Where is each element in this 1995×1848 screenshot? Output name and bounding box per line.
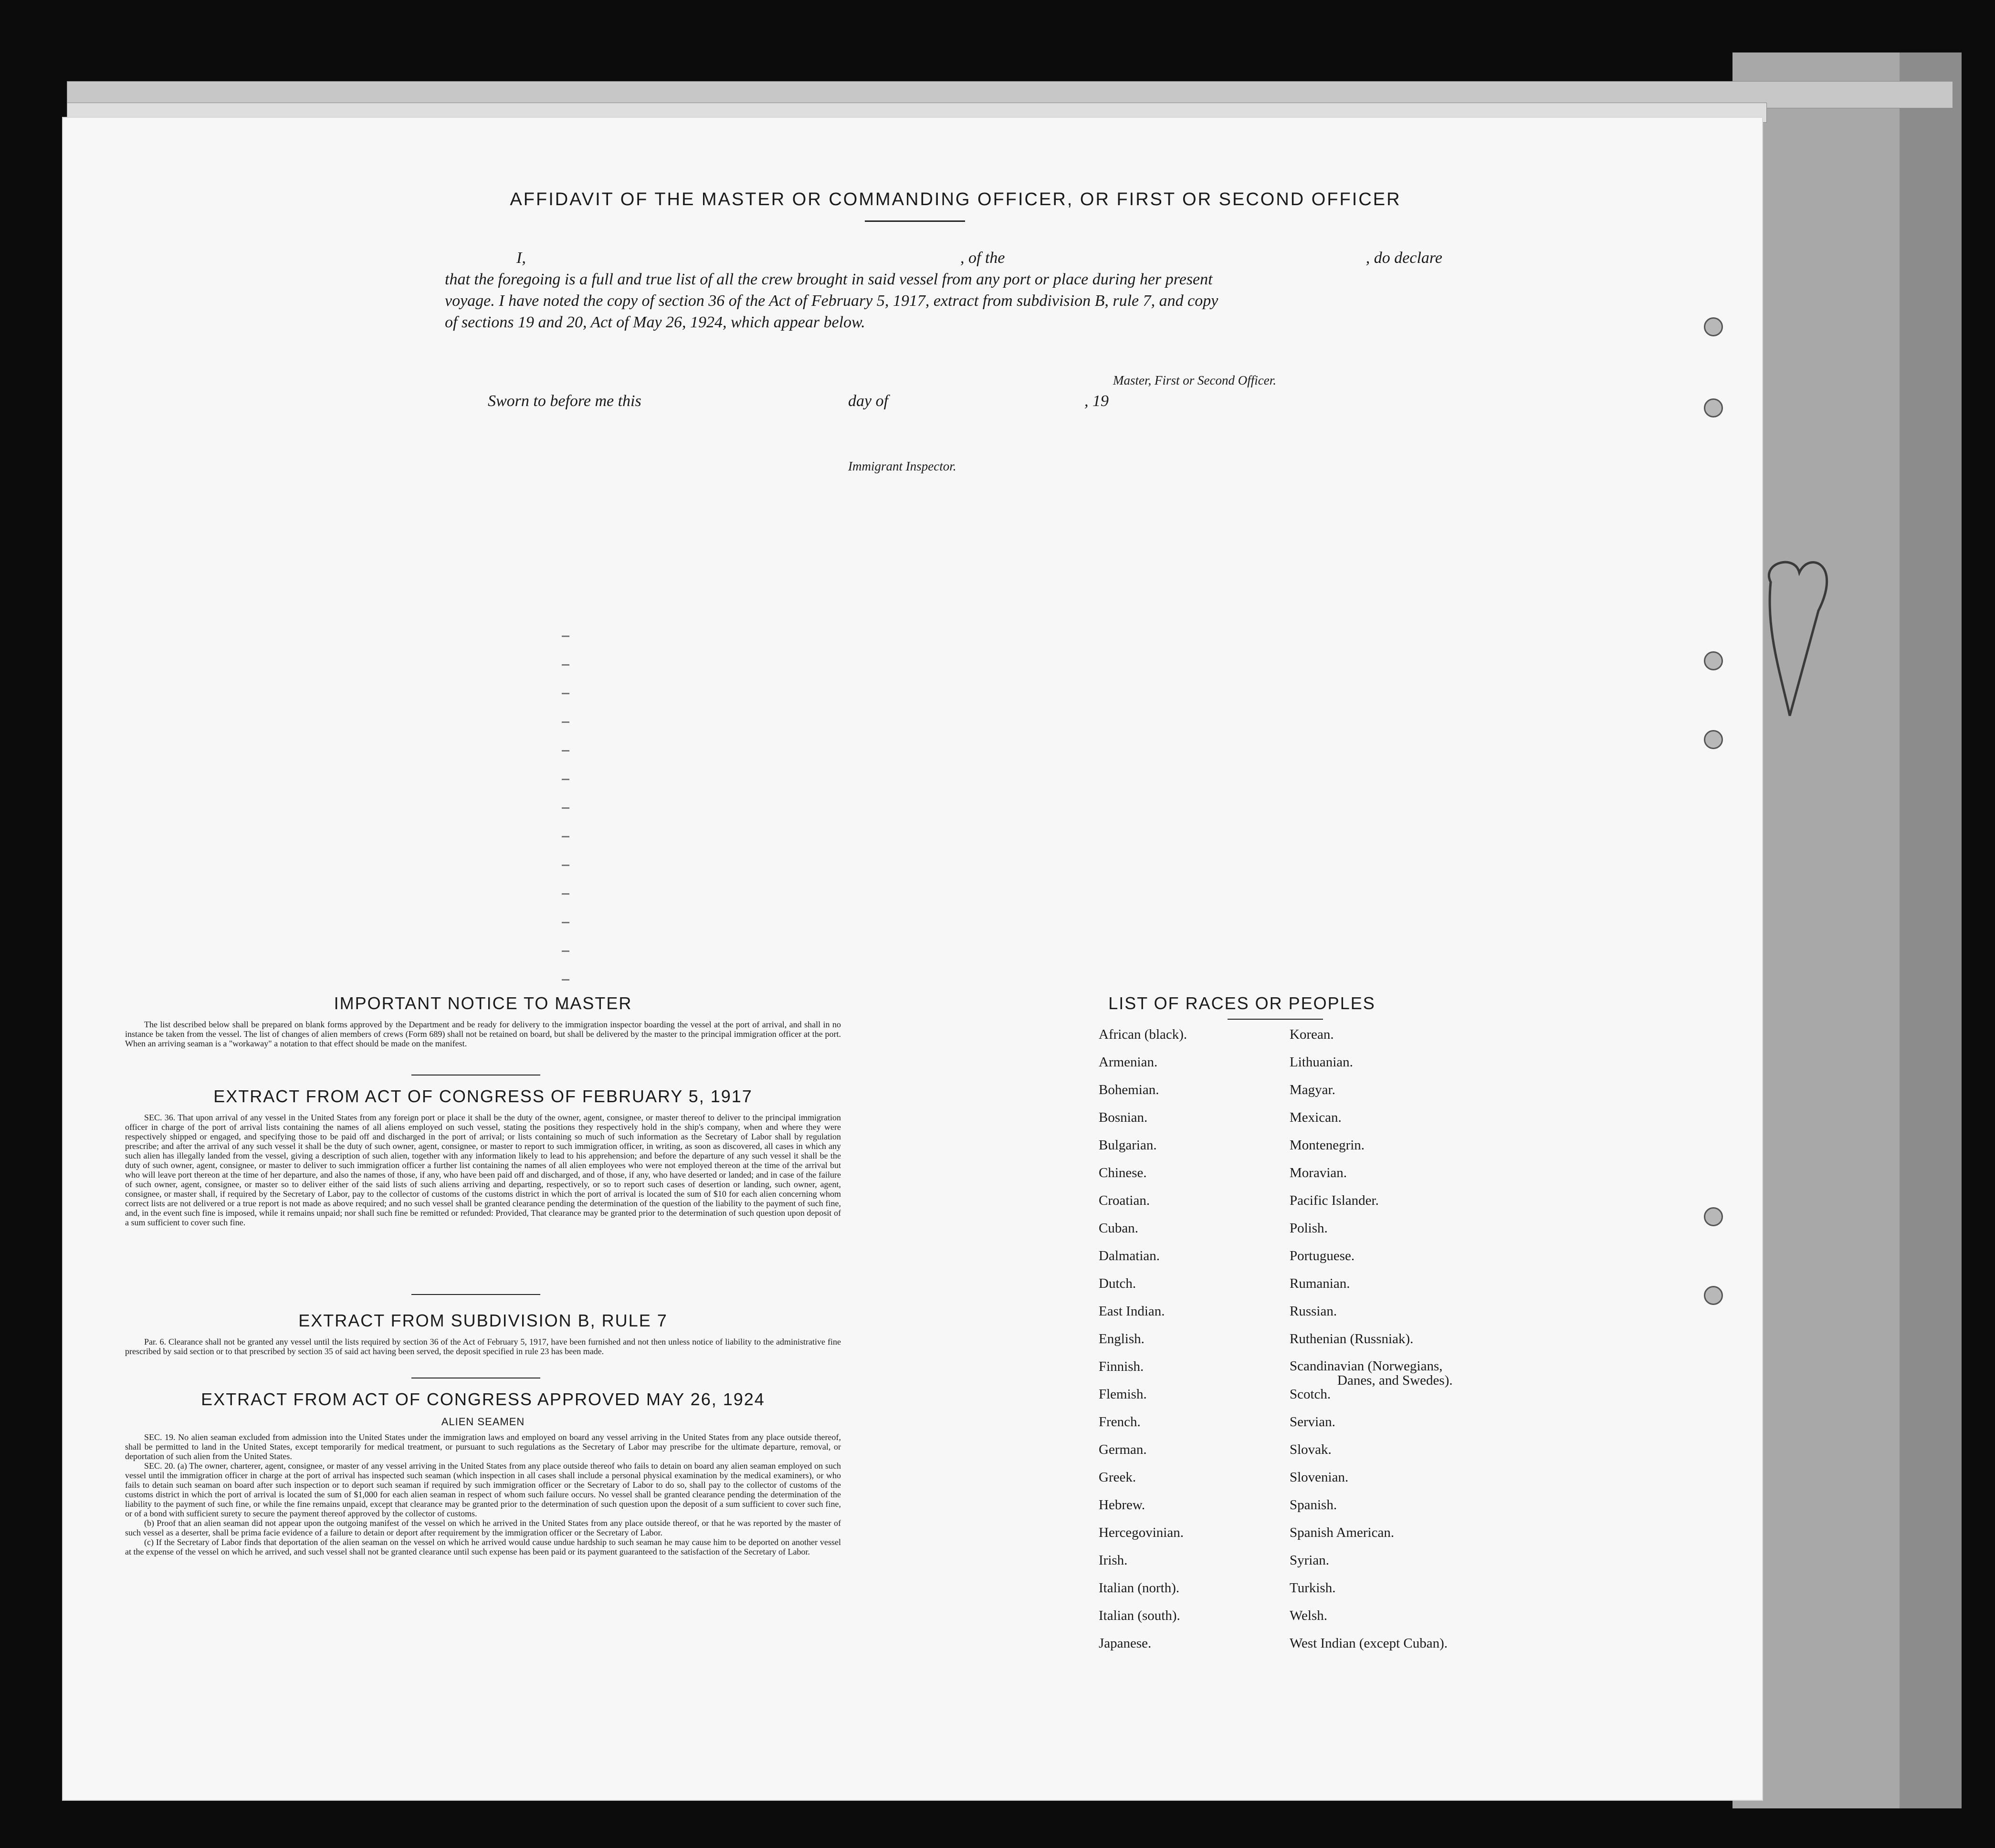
margin-tick bbox=[562, 950, 569, 952]
extract-1924-title: EXTRACT FROM ACT OF CONGRESS APPROVED MAY 26, 1924 bbox=[201, 1389, 765, 1409]
race-item: Moravian. bbox=[1290, 1165, 1347, 1180]
binder-hole bbox=[1704, 1286, 1723, 1305]
race-item: Hercegovinian. bbox=[1099, 1525, 1184, 1540]
binder-hole bbox=[1704, 317, 1723, 336]
race-item: Greek. bbox=[1099, 1470, 1136, 1485]
race-item: Scotch. bbox=[1290, 1387, 1331, 1402]
race-item: West Indian (except Cuban). bbox=[1290, 1636, 1448, 1651]
section-rule bbox=[411, 1294, 540, 1295]
race-item: Bosnian. bbox=[1099, 1110, 1148, 1125]
margin-tick bbox=[562, 693, 569, 694]
extract-1917-text: SEC. 36. That upon arrival of any vessel in the United States from any foreign port or place it shall be the duty of the owner, agent, consignee, or master thereof to deliver to the principal immigration officer in charge of the port of arrival lists containing the names of all aliens employed on such vessel, stating the positions they respectively hold in the ship's company, when and where they were respectively shipped or engaged, and specifying those to be paid off and discharged in the port of arrival; or lists containing so much of such information as the Secretary of Labor shall by regulation prescribe; and after the arrival of any such vessel it shall be the duty of such owner, agent, consignee, or master to report to such immigration officer, in writing, as soon as discovered, all cases in which any such alien has illegally landed from the vessel, giving a description of such alien, together with any information likely to lead to his apprehension; and before the departure of any such vessel it shall be the duty of such owner, agent, consignee, or master to deliver to such immigration officer a further list containing the names of all alien employees who were not employed thereon at the time of the arrival but who will leave port thereon at the time of her departure, and also the names of those, if any, who have been paid off and discharged, and of those, if any, who have deserted or landed; and in case of the failure of such owner, agent, consignee, or master so to deliver either of the said lists of such aliens arriving and departing, respectively, or so to report such cases of desertion or landing, such owner, agent, consignee, or master shall, if required by the Secretary of Labor, pay to the collector of customs of the customs district in which the port of arrival is located the sum of $10 for each alien concerning whom correct lists are not delivered or a true report is not made as above required; and no such vessel shall be granted clearance pending the determination of the question of the liability to the payment of such fine, and, in the event such fine is imposed, while it remains unpaid; nor shall such fine be remitted or refunded: Provided, That clearance may be granted prior to the determination of such question upon deposit of a sum sufficient to cover such fine. bbox=[125, 1113, 841, 1227]
margin-tick bbox=[562, 836, 569, 837]
race-item: Scandinavian (Norwegians, bbox=[1290, 1358, 1443, 1374]
race-item: African (black). bbox=[1099, 1027, 1187, 1042]
margin-tick bbox=[562, 779, 569, 780]
race-item: Slovenian. bbox=[1290, 1470, 1349, 1485]
race-item-continuation: Danes, and Swedes). bbox=[1337, 1373, 1453, 1388]
race-item-multiline bbox=[1290, 1359, 1528, 1387]
extract-1924-sec20b: (b) Proof that an alien seaman did not appear upon the outgoing manifest of the vessel on which he arrived in the United States from any place outside thereof, or that he was reported by the master of such vessel as a deserter, shall be prima facie evidence of a failure to detain or deport after requirement by the immigration officer or the Secretary of Labor. bbox=[125, 1518, 841, 1537]
race-item: Chinese. bbox=[1099, 1165, 1147, 1180]
margin-tick bbox=[562, 979, 569, 981]
race-item: Italian (north). bbox=[1099, 1580, 1180, 1596]
race-item: Pacific Islander. bbox=[1290, 1193, 1379, 1208]
race-item: Portuguese. bbox=[1290, 1248, 1355, 1263]
race-item: East Indian. bbox=[1099, 1304, 1165, 1319]
affidavit-declare: , do declare bbox=[1365, 249, 1442, 267]
race-item: Welsh. bbox=[1290, 1608, 1328, 1623]
binder-hole bbox=[1704, 1207, 1723, 1226]
race-item: Japanese. bbox=[1099, 1636, 1152, 1651]
margin-tick bbox=[562, 865, 569, 866]
margin-tick bbox=[562, 750, 569, 752]
race-item: Slovak. bbox=[1290, 1442, 1332, 1457]
race-item: Spanish American. bbox=[1290, 1525, 1395, 1540]
races-title: LIST OF RACES OR PEOPLES bbox=[1108, 993, 1376, 1013]
extract-1924-subtitle: ALIEN SEAMEN bbox=[441, 1416, 525, 1428]
race-item: Irish. bbox=[1099, 1553, 1128, 1568]
rule7-text: Par. 6. Clearance shall not be granted any vessel until the lists required by section 36 of the Act of February 5, 1917, have been furnished and not then unless notice of liability to the administrative fine prescribed by said section or to that prescribed by section 35 of said act having been served, the deposit specified in rule 23 has been made. bbox=[125, 1337, 841, 1356]
affidavit-of-the: , of the bbox=[960, 249, 1005, 267]
extract-1924-sec20c: (c) If the Secretary of Labor finds that deportation of the alien seaman on the vessel on which he arrived would cause undue hardship to such seaman he may cause him to be deported on another vessel at the expense of the vessel on which he arrived, and such vessel shall not be granted clearance until such expense has been paid or its payment guaranteed to the satisfaction of the Secretary of Labor. bbox=[125, 1537, 841, 1556]
race-item: Finnish. bbox=[1099, 1359, 1144, 1374]
races-column-1 bbox=[1099, 1027, 1280, 1663]
race-item: Croatian. bbox=[1099, 1193, 1150, 1208]
extract-1917-title: EXTRACT FROM ACT OF CONGRESS OF FEBRUARY 5, 1917 bbox=[213, 1086, 753, 1106]
races-column-2 bbox=[1290, 1027, 1528, 1663]
race-item: English. bbox=[1099, 1331, 1144, 1347]
race-item: Russian. bbox=[1290, 1304, 1337, 1319]
race-item: Bohemian. bbox=[1099, 1082, 1159, 1097]
master-signature-label: Master, First or Second Officer. bbox=[1113, 373, 1276, 387]
rule7-title: EXTRACT FROM SUBDIVISION B, RULE 7 bbox=[298, 1311, 668, 1330]
pencil-heart-mark bbox=[1761, 553, 1838, 725]
race-item: Spanish. bbox=[1290, 1497, 1337, 1513]
race-item: Turkish. bbox=[1290, 1580, 1336, 1596]
race-item: Dalmatian. bbox=[1099, 1248, 1160, 1263]
binder-hole bbox=[1704, 730, 1723, 749]
race-item: Bulgarian. bbox=[1099, 1138, 1157, 1153]
affidavit-line-1 bbox=[445, 249, 1442, 268]
binder-hole bbox=[1704, 651, 1723, 670]
race-item: Ruthenian (Russniak). bbox=[1290, 1331, 1414, 1347]
notice-text: The list described below shall be prepared on blank forms approved by the Department and be ready for delivery to the immigration inspector boarding the vessel at the port of arrival, and shall in no instance be taken from the vessel. The list of changes of alien members of crews (Form 689) shall not be retained on board, but shall be delivered by the master to the principal immigration officer at the port. When an arriving seaman is a "workaway" a notation to that effect should be made on the manifest. bbox=[125, 1020, 841, 1048]
backing-sheet-edge bbox=[1900, 52, 1962, 1808]
race-item: Cuban. bbox=[1099, 1221, 1138, 1236]
race-item: Dutch. bbox=[1099, 1276, 1136, 1291]
affidavit-i: I, bbox=[516, 249, 526, 267]
margin-tick bbox=[562, 922, 569, 923]
race-item: Mexican. bbox=[1290, 1110, 1342, 1125]
extract-1924-sec20a: SEC. 20. (a) The owner, charterer, agent, consignee, or master of any vessel arriving in the United States from any place outside thereof who fails to detain on board any alien seaman employed on such vessel until the immigration officer in charge at the port of arrival has inspected such seaman (which inspection in all cases shall include a personal physical examination by the medical examiners), or who fails to detain such seaman on board after such inspection or to deport such seaman if required by such immigration officer or the Secretary of Labor to do so, shall pay to the collector of customs of the customs district in which the port of arrival is located the sum of $1,000 for each alien seaman in respect of whom such failure occurs. No vessel shall be granted clearance pending the determination of the liability to the payment of such fine, or while the fine remains unpaid, except that clearance may be granted prior to the determination of such question upon the deposit of a sum sufficient to cover such fine, or of a bond with sufficient surety to secure the payment thereof approved by the collector of customs. bbox=[125, 1461, 841, 1518]
race-item: Magyar. bbox=[1290, 1082, 1335, 1097]
race-item: Rumanian. bbox=[1290, 1276, 1350, 1291]
affidavit-line-2: that the foregoing is a full and true list of all the crew brought in said vessel from any port or place during her present bbox=[445, 271, 1213, 288]
inspector-label: Immigrant Inspector. bbox=[848, 459, 956, 473]
day-of-label: day of bbox=[848, 392, 889, 410]
margin-tick bbox=[562, 664, 569, 666]
sworn-label: Sworn to before me this bbox=[488, 392, 641, 410]
extract-1924-body bbox=[125, 1432, 841, 1556]
race-item: French. bbox=[1099, 1414, 1141, 1430]
margin-tick bbox=[562, 636, 569, 637]
year-label: , 19 bbox=[1084, 392, 1109, 410]
race-item: Polish. bbox=[1290, 1221, 1328, 1236]
extract-1924-sec19: SEC. 19. No alien seaman excluded from admission into the United States under the immigration laws and employed on board any vessel arriving in the United States from any place outside thereof, shall be permitted to land in the United States, except temporarily for medical treatment, or pursuant to such regulations as the Secretary of Labor may prescribe for the ultimate departure, removal, or deportation of such alien from the United States. bbox=[125, 1432, 841, 1461]
affidavit-title: AFFIDAVIT OF THE MASTER OR COMMANDING OFFICER, OR FIRST OR SECOND OFFICER bbox=[510, 189, 1401, 209]
race-item: Hebrew. bbox=[1099, 1497, 1145, 1513]
document-page bbox=[62, 117, 1763, 1801]
affidavit-line-3: voyage. I have noted the copy of section 36 of the Act of February 5, 1917, extract from subdivision B, rule 7, and copy bbox=[445, 292, 1218, 310]
race-item: Syrian. bbox=[1290, 1553, 1329, 1568]
races-title-rule bbox=[1228, 1019, 1323, 1020]
race-item: Lithuanian. bbox=[1290, 1055, 1353, 1070]
affidavit-line-4: of sections 19 and 20, Act of May 26, 1924, which appear below. bbox=[445, 313, 865, 331]
margin-tick bbox=[562, 721, 569, 723]
race-item: Italian (south). bbox=[1099, 1608, 1180, 1623]
race-item: Servian. bbox=[1290, 1414, 1335, 1430]
notice-title: IMPORTANT NOTICE TO MASTER bbox=[334, 993, 632, 1013]
binder-hole bbox=[1704, 398, 1723, 418]
margin-tick bbox=[562, 893, 569, 895]
title-rule bbox=[865, 220, 965, 222]
race-item: Flemish. bbox=[1099, 1387, 1147, 1402]
race-item: German. bbox=[1099, 1442, 1147, 1457]
margin-tick bbox=[562, 807, 569, 809]
race-item: Armenian. bbox=[1099, 1055, 1158, 1070]
race-item: Montenegrin. bbox=[1290, 1138, 1365, 1153]
race-item: Korean. bbox=[1290, 1027, 1334, 1042]
